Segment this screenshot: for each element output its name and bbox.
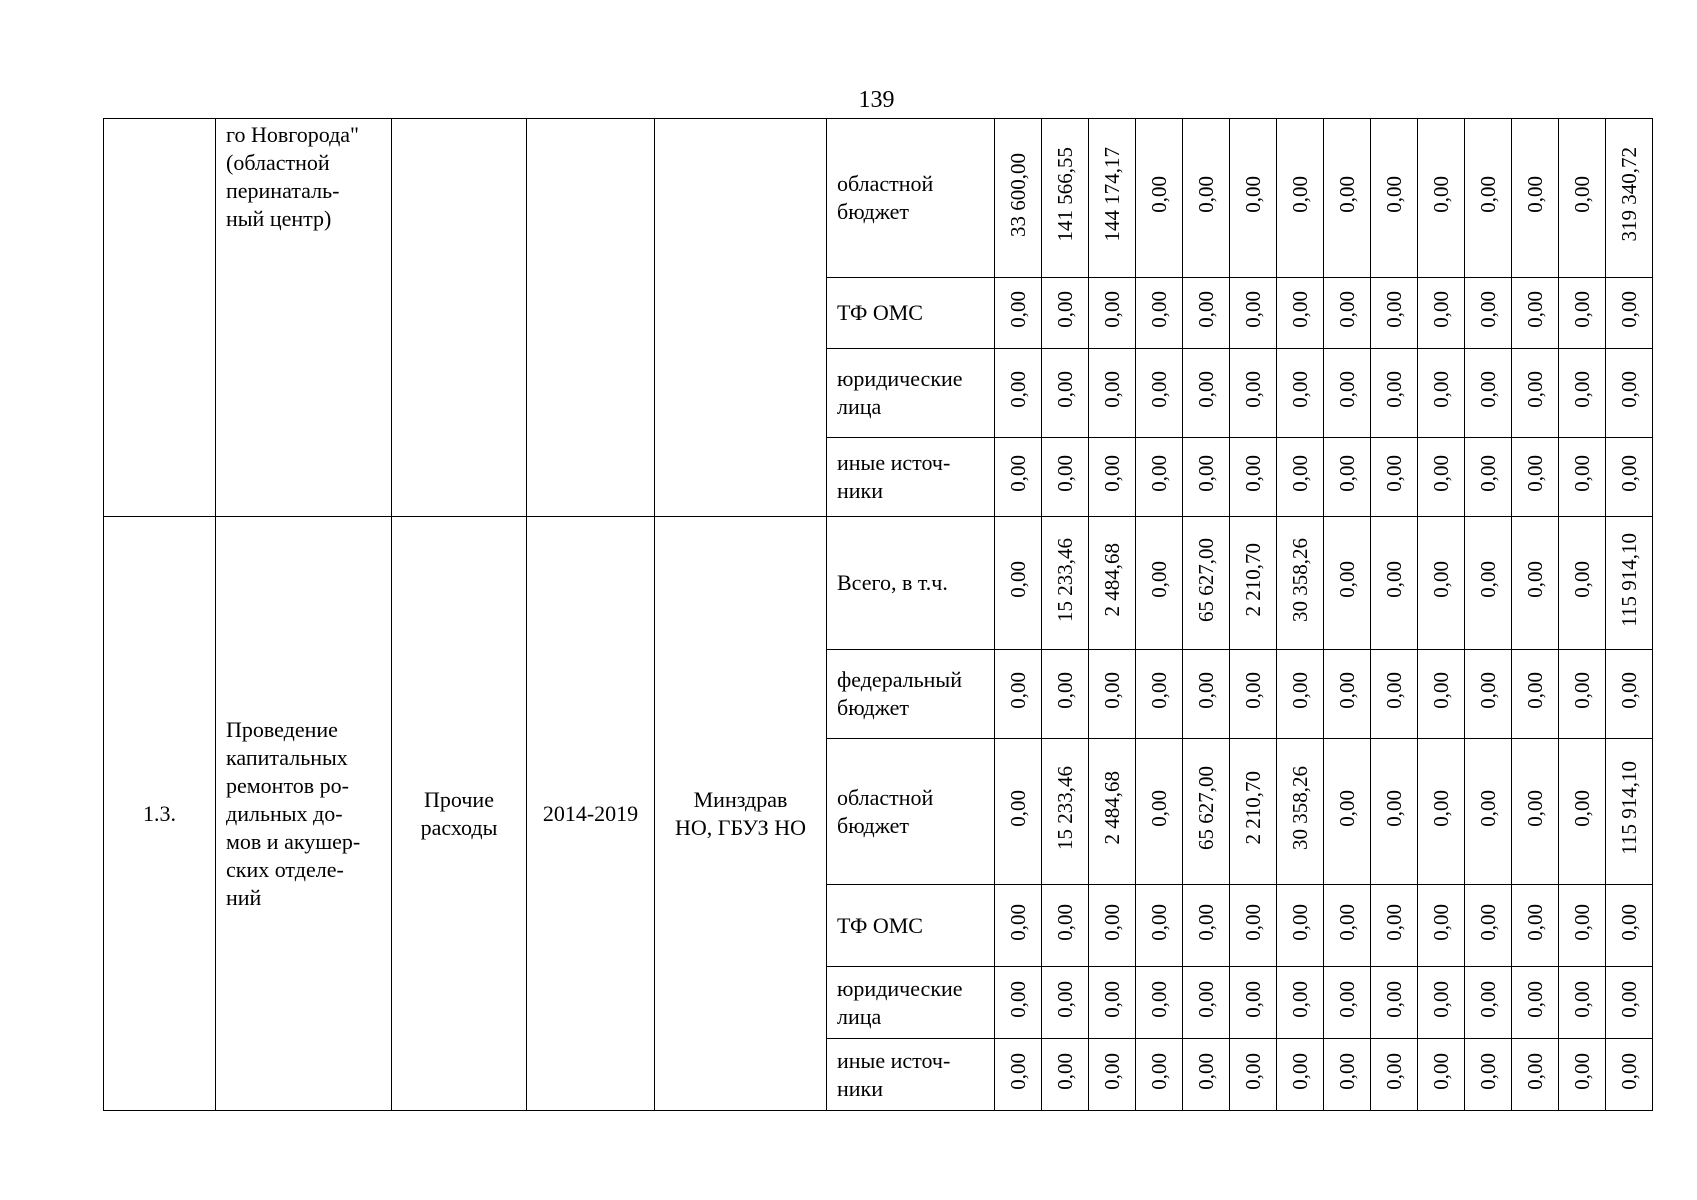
value-cell: 0,00 — [1512, 278, 1559, 349]
value-cell: 0,00 — [1371, 349, 1418, 438]
value-cell: 0,00 — [1465, 650, 1512, 739]
value-cell: 0,00 — [1277, 119, 1324, 278]
value-cell: 0,00 — [1418, 438, 1465, 517]
value-cell: 0,00 — [1324, 967, 1371, 1039]
value-cell: 0,00 — [1512, 517, 1559, 650]
value-cell: 0,00 — [995, 885, 1042, 967]
value-cell: 0,00 — [1230, 885, 1277, 967]
value-cell: 0,00 — [1512, 119, 1559, 278]
value-cell: 0,00 — [1512, 885, 1559, 967]
budget-table — [103, 118, 1653, 1111]
value-cell: 0,00 — [1324, 278, 1371, 349]
value-cell: 0,00 — [1136, 650, 1183, 739]
funding-source: областной бюджет — [827, 119, 995, 278]
item-name-continuation: го Новгорода" (областной перинаталь- ный центр) — [216, 119, 392, 517]
value-cell: 0,00 — [995, 739, 1042, 885]
value-cell: 0,00 — [1042, 650, 1089, 739]
value-cell: 0,00 — [1371, 119, 1418, 278]
value-cell: 0,00 — [1418, 967, 1465, 1039]
value-cell: 0,00 — [1465, 278, 1512, 349]
value-cell: 0,00 — [1559, 517, 1606, 650]
value-cell: 0,00 — [1136, 517, 1183, 650]
value-cell: 0,00 — [1324, 349, 1371, 438]
value-cell: 33 600,00 — [995, 119, 1042, 278]
expense-type: Прочие расходы — [392, 517, 527, 1111]
value-cell: 0,00 — [1371, 278, 1418, 349]
value-cell: 0,00 — [1559, 1039, 1606, 1111]
value-cell: 0,00 — [995, 1039, 1042, 1111]
value-cell: 0,00 — [1324, 739, 1371, 885]
value-cell: 0,00 — [1418, 1039, 1465, 1111]
value-cell: 115 914,10 — [1606, 517, 1653, 650]
funding-source: Всего, в т.ч. — [827, 517, 995, 650]
value-cell: 0,00 — [1230, 967, 1277, 1039]
value-cell: 0,00 — [1042, 278, 1089, 349]
value-cell: 0,00 — [1089, 967, 1136, 1039]
value-cell: 0,00 — [1230, 278, 1277, 349]
value-cell: 0,00 — [1230, 349, 1277, 438]
funding-source: федеральный бюджет — [827, 650, 995, 739]
value-cell: 0,00 — [1183, 650, 1230, 739]
value-cell: 0,00 — [1418, 885, 1465, 967]
value-cell: 30 358,26 — [1277, 517, 1324, 650]
value-cell: 0,00 — [1465, 349, 1512, 438]
value-cell: 0,00 — [1042, 1039, 1089, 1111]
value-cell: 0,00 — [1371, 739, 1418, 885]
value-cell: 0,00 — [1606, 967, 1653, 1039]
value-cell: 0,00 — [1089, 278, 1136, 349]
item-number: 1.3. — [104, 517, 216, 1111]
value-cell: 0,00 — [1559, 885, 1606, 967]
value-cell: 0,00 — [1465, 438, 1512, 517]
value-cell: 0,00 — [1136, 739, 1183, 885]
value-cell: 0,00 — [1371, 885, 1418, 967]
value-cell: 115 914,10 — [1606, 739, 1653, 885]
value-cell: 0,00 — [1465, 1039, 1512, 1111]
value-cell: 0,00 — [1230, 650, 1277, 739]
value-cell: 0,00 — [1277, 650, 1324, 739]
value-cell: 0,00 — [1606, 885, 1653, 967]
value-cell: 0,00 — [1136, 119, 1183, 278]
value-cell: 0,00 — [1277, 967, 1324, 1039]
value-cell: 0,00 — [1277, 349, 1324, 438]
value-cell: 2 484,68 — [1089, 517, 1136, 650]
value-cell: 30 358,26 — [1277, 739, 1324, 885]
value-cell: 0,00 — [1324, 438, 1371, 517]
value-cell: 0,00 — [1183, 885, 1230, 967]
value-cell: 2 210,70 — [1230, 739, 1277, 885]
value-cell: 0,00 — [1512, 438, 1559, 517]
value-cell: 0,00 — [1371, 1039, 1418, 1111]
value-cell: 0,00 — [1136, 349, 1183, 438]
value-cell: 319 340,72 — [1606, 119, 1653, 278]
funding-source: иные источ- ники — [827, 1039, 995, 1111]
period-cell — [527, 119, 655, 517]
value-cell: 0,00 — [1324, 1039, 1371, 1111]
value-cell: 0,00 — [1183, 967, 1230, 1039]
value-cell: 0,00 — [1183, 349, 1230, 438]
value-cell: 0,00 — [995, 650, 1042, 739]
value-cell: 0,00 — [1512, 650, 1559, 739]
value-cell: 0,00 — [995, 438, 1042, 517]
value-cell: 15 233,46 — [1042, 517, 1089, 650]
value-cell: 0,00 — [995, 349, 1042, 438]
value-cell: 0,00 — [1042, 967, 1089, 1039]
table-row — [104, 119, 1653, 278]
value-cell: 0,00 — [1324, 650, 1371, 739]
period: 2014-2019 — [527, 517, 655, 1111]
value-cell: 0,00 — [1277, 438, 1324, 517]
value-cell: 0,00 — [1465, 885, 1512, 967]
item-number-cell — [104, 119, 216, 517]
value-cell: 0,00 — [1606, 349, 1653, 438]
value-cell: 0,00 — [1559, 650, 1606, 739]
value-cell: 0,00 — [1371, 517, 1418, 650]
value-cell: 0,00 — [1512, 739, 1559, 885]
page-number: 139 — [858, 87, 895, 113]
value-cell: 0,00 — [1559, 967, 1606, 1039]
value-cell: 0,00 — [1371, 967, 1418, 1039]
funding-source: юридические лица — [827, 967, 995, 1039]
value-cell: 0,00 — [1465, 119, 1512, 278]
value-cell: 141 566,55 — [1042, 119, 1089, 278]
value-cell: 65 627,00 — [1183, 517, 1230, 650]
value-cell: 0,00 — [1606, 278, 1653, 349]
value-cell: 0,00 — [1136, 438, 1183, 517]
value-cell: 0,00 — [995, 967, 1042, 1039]
table-body — [104, 119, 1653, 1111]
value-cell: 0,00 — [1465, 517, 1512, 650]
value-cell: 15 233,46 — [1042, 739, 1089, 885]
value-cell: 0,00 — [1606, 1039, 1653, 1111]
value-cell: 0,00 — [1277, 1039, 1324, 1111]
value-cell: 0,00 — [1042, 885, 1089, 967]
value-cell: 0,00 — [1089, 650, 1136, 739]
value-cell: 0,00 — [1230, 119, 1277, 278]
value-cell: 0,00 — [1230, 1039, 1277, 1111]
value-cell: 0,00 — [1136, 278, 1183, 349]
value-cell: 0,00 — [1465, 967, 1512, 1039]
funding-source: областной бюджет — [827, 739, 995, 885]
funding-source: юридические лица — [827, 349, 995, 438]
value-cell: 65 627,00 — [1183, 739, 1230, 885]
value-cell: 0,00 — [1512, 349, 1559, 438]
value-cell: 0,00 — [1089, 885, 1136, 967]
value-cell: 0,00 — [1418, 349, 1465, 438]
value-cell: 0,00 — [995, 278, 1042, 349]
item-name: Проведение капитальных ремонтов ро- дильных до- мов и акушер- ских отделе- ний — [216, 517, 392, 1111]
value-cell: 0,00 — [1324, 119, 1371, 278]
value-cell: 0,00 — [1418, 119, 1465, 278]
value-cell: 0,00 — [1559, 438, 1606, 517]
funding-source: ТФ ОМС — [827, 278, 995, 349]
funding-source: ТФ ОМС — [827, 885, 995, 967]
value-cell: 0,00 — [1559, 739, 1606, 885]
value-cell: 0,00 — [1559, 278, 1606, 349]
value-cell: 0,00 — [1089, 349, 1136, 438]
value-cell: 0,00 — [1183, 278, 1230, 349]
value-cell: 0,00 — [1418, 278, 1465, 349]
value-cell: 0,00 — [1277, 278, 1324, 349]
value-cell: 0,00 — [1465, 739, 1512, 885]
value-cell: 0,00 — [1418, 739, 1465, 885]
value-cell: 0,00 — [1136, 1039, 1183, 1111]
value-cell: 0,00 — [1324, 517, 1371, 650]
executor: Минздрав НО, ГБУЗ НО — [655, 517, 827, 1111]
value-cell: 0,00 — [1042, 349, 1089, 438]
value-cell: 2 484,68 — [1089, 739, 1136, 885]
value-cell: 0,00 — [1089, 438, 1136, 517]
value-cell: 0,00 — [1606, 650, 1653, 739]
value-cell: 0,00 — [1183, 119, 1230, 278]
value-cell: 0,00 — [1512, 1039, 1559, 1111]
value-cell: 0,00 — [1183, 1039, 1230, 1111]
value-cell: 0,00 — [1183, 438, 1230, 517]
value-cell: 2 210,70 — [1230, 517, 1277, 650]
value-cell: 0,00 — [1136, 885, 1183, 967]
value-cell: 0,00 — [1371, 650, 1418, 739]
executor-cell — [655, 119, 827, 517]
value-cell: 0,00 — [1230, 438, 1277, 517]
value-cell: 0,00 — [1559, 349, 1606, 438]
funding-source: иные источ- ники — [827, 438, 995, 517]
value-cell: 0,00 — [1042, 438, 1089, 517]
value-cell: 0,00 — [1371, 438, 1418, 517]
expense-type-cell — [392, 119, 527, 517]
value-cell: 0,00 — [1559, 119, 1606, 278]
value-cell: 0,00 — [1277, 885, 1324, 967]
value-cell: 0,00 — [1089, 1039, 1136, 1111]
value-cell: 0,00 — [1512, 967, 1559, 1039]
value-cell: 0,00 — [1418, 650, 1465, 739]
value-cell: 0,00 — [995, 517, 1042, 650]
value-cell: 0,00 — [1606, 438, 1653, 517]
value-cell: 144 174,17 — [1089, 119, 1136, 278]
value-cell: 0,00 — [1418, 517, 1465, 650]
value-cell: 0,00 — [1136, 967, 1183, 1039]
table-row — [104, 517, 1653, 650]
value-cell: 0,00 — [1324, 885, 1371, 967]
